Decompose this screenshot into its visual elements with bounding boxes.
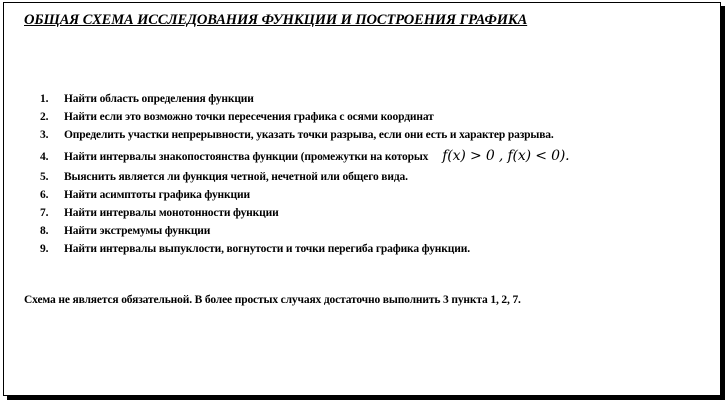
list-item (40, 145, 569, 168)
step-text: Найти экстремумы функции (64, 225, 211, 238)
step-number: 5. (40, 170, 49, 183)
step-number: 3. (40, 129, 49, 142)
footnote: Схема не является обязательной. В более простых случаях достаточно выполнить 3 пункта 1, 2, 7. (24, 294, 521, 306)
step-number: 6. (40, 188, 49, 201)
list-item (40, 240, 569, 258)
page-title: ОБЩАЯ СХЕМА ИССЛЕДОВАНИЯ ФУНКЦИИ И ПОСТРОЕНИЯ ГРАФИКА (24, 12, 528, 28)
scheme-frame (3, 2, 721, 396)
step-number: 1. (40, 93, 49, 105)
list-item (40, 90, 569, 108)
step-number: 4. (40, 150, 49, 163)
steps-list (40, 90, 569, 259)
sign-formula: f(x) > 0 , f(x) < 0). (442, 147, 570, 164)
list-item (40, 126, 569, 144)
step-number: 9. (40, 243, 49, 256)
step-text: Найти интервалы выпуклости, вогнутости и точки перегиба графика функции. (64, 243, 470, 256)
list-item (40, 186, 569, 204)
list-item (40, 204, 569, 222)
step-text: Найти интервалы знакопостоянства функции (промежутки на которых (64, 150, 429, 163)
step-number: 8. (40, 225, 49, 238)
step-number: 2. (40, 111, 49, 124)
list-item (40, 222, 569, 240)
step-number: 7. (40, 206, 49, 219)
step-text: Найти асимптоты графика функции (64, 188, 250, 201)
list-item (40, 168, 569, 186)
step-text: Найти если это возможно точки пересечения графика с осями координат (64, 111, 434, 124)
step-text: Определить участки непрерывности, указать точки разрыва, если они есть и характер разрыва. (64, 129, 554, 142)
list-item (40, 108, 569, 126)
step-text: Найти область определения функции (64, 93, 254, 105)
step-text: Найти интервалы монотонности функции (64, 206, 279, 219)
step-text: Выяснить является ли функция четной, нечетной или общего вида. (64, 170, 408, 183)
